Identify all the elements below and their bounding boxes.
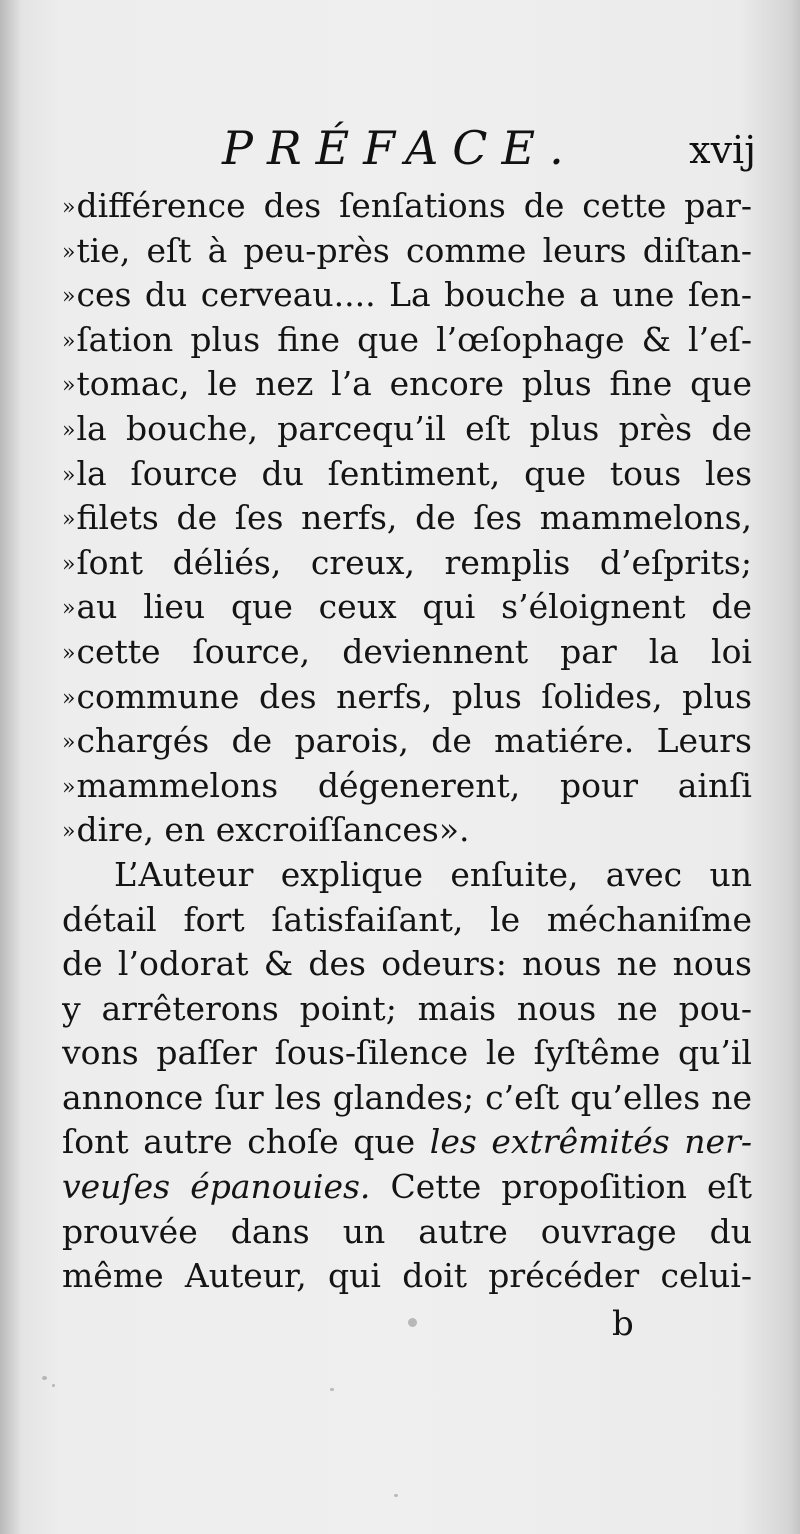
quote-mark: » <box>62 328 75 354</box>
text-line: »commune des nerfs, plus ſolides, plus <box>62 676 752 716</box>
quote-mark: » <box>62 774 75 800</box>
running-title: PRÉFACE. <box>222 121 578 175</box>
page-number: xvij <box>689 128 756 172</box>
text-line: »cette ſource, deviennent par la loi <box>62 631 752 671</box>
body-text <box>62 184 752 1299</box>
text-line: »mammelons dégenerent, pour ainſi <box>62 765 752 805</box>
italic-phrase: les extrêmités ner- <box>429 1122 752 1162</box>
quote-mark: » <box>62 417 75 443</box>
page-header <box>0 112 800 182</box>
paper-speck <box>52 1384 55 1387</box>
quote-mark: » <box>62 195 75 220</box>
text-line: détail fort ſatisfaiſant, le méchaniſme <box>62 899 752 939</box>
quote-mark: » <box>62 596 75 622</box>
quote-mark: » <box>62 730 75 756</box>
text-line: »dire, en excroiſſances». <box>62 810 470 850</box>
quote-mark: » <box>62 239 75 265</box>
text-line: »la ſource du ſentiment, que tous les <box>62 453 752 493</box>
text-line: vons paſſer ſous-ſilence le ſyſtême qu’il <box>62 1033 752 1073</box>
quote-mark: » <box>62 819 75 845</box>
text-line: de l’odorat & des odeurs: nous ne nous <box>62 944 752 984</box>
quote-mark: » <box>62 373 75 399</box>
quote-mark: » <box>62 551 75 577</box>
quote-mark: » <box>62 640 75 666</box>
quote-mark: » <box>62 284 75 310</box>
text-line: annonce ſur les glandes; c’eſt qu’elles ne <box>62 1077 752 1117</box>
quote-mark: » <box>62 462 75 488</box>
text-line: prouvée dans un autre ouvrage du <box>62 1211 752 1251</box>
text-line: »chargés de parois, de matiére. Leurs <box>62 721 752 761</box>
paper-speck <box>394 1494 398 1497</box>
paper-speck <box>42 1376 47 1380</box>
text-line: »ſation plus fine que l’œſophage & l’eſ- <box>62 319 752 359</box>
text-line: y arrêterons point; mais nous ne pou- <box>62 988 752 1028</box>
text-line: »la bouche, parcequ’il eſt plus près de <box>62 408 752 448</box>
italic-phrase: veuſes épanouies. <box>62 1167 371 1207</box>
text-line: même Auteur, qui doit précéder celui- <box>62 1256 752 1296</box>
text-line: ſont autre choſe que les extrêmités ner- <box>62 1122 752 1162</box>
paragraph-first-line: L’Auteur explique enſuite, avec un <box>114 854 752 894</box>
signature-mark: b <box>612 1304 634 1344</box>
text-line: »tie, eſt à peu-près comme leurs diſtan- <box>62 230 752 270</box>
paper-speck <box>408 1318 417 1327</box>
quote-mark: » <box>62 685 75 711</box>
quote-mark: » <box>62 507 75 533</box>
text-line: »ces du cerveau.... La bouche a une ſen- <box>62 275 752 315</box>
text-line: veuſes épanouies. Cette propoſition eſt <box>62 1167 752 1207</box>
text-line: »filets de ſes nerfs, de ſes mammelons, <box>62 498 752 538</box>
text-line: »différence des ſenſations de cette par- <box>62 186 752 225</box>
text-line: »tomac, le nez l’a encore plus fine que <box>62 364 752 404</box>
text-line: »ſont déliés, creux, remplis d’eſprits; <box>62 542 752 582</box>
paper-speck <box>330 1388 334 1391</box>
text-line: »au lieu que ceux qui s’éloignent de <box>62 587 752 627</box>
